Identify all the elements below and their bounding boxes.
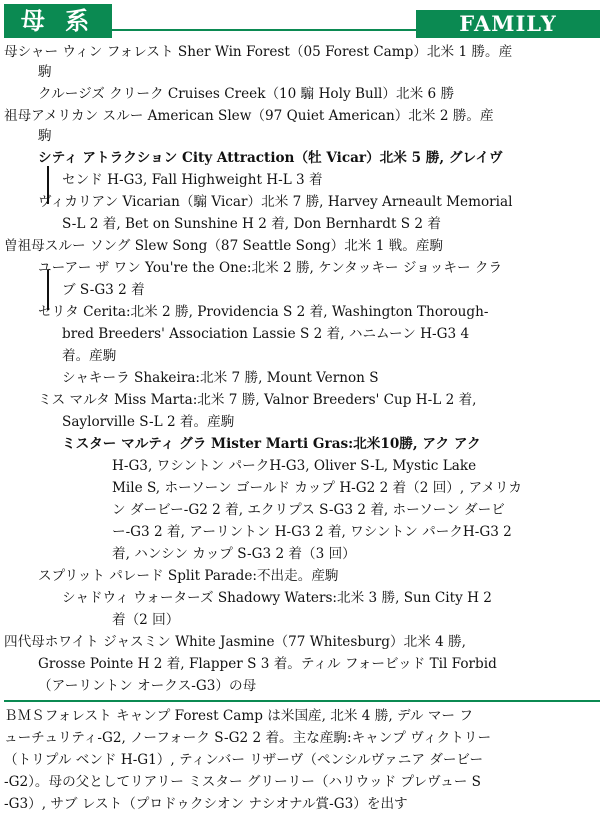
text-line: ミス マルタ Miss Marta:北米 7 勝, Valnor Breeders' Cup H-L 2 着, (38, 392, 477, 408)
text-line: Grosse Pointe H 2 着, Flapper S 3 着。ティル フォービッド Til Forbid (38, 656, 497, 672)
text-line: 着（2 回） (112, 612, 180, 628)
bms-line: -G2）。母の父としてリアリー ミスター グリーリー（ハリウッド プレヴュー S (4, 774, 481, 790)
text-line: （アーリントン オークス-G3）の母 (38, 678, 257, 694)
text-line: ユーアー ザ ワン You're the One:北米 2 勝, ケンタッキー ジョッキー クラ (38, 260, 503, 276)
section-divider (4, 700, 600, 702)
text-line: ミスター マルティ グラ Mister Marti Gras:北米10勝, アク アク (62, 436, 481, 452)
text-line: シャキーラ Shakeira:北米 7 勝, Mount Vernon S (62, 370, 379, 386)
text-line: シティ アトラクション City Attraction（牡 Vicar）北米 5 勝, グレイヴ (38, 150, 503, 166)
section-title: 母 系 (4, 4, 112, 38)
bms-line: （トリプル ベンド H-G1）, ティンバー リザーヴ（ペンシルヴァニア ダービー (4, 752, 484, 768)
bms-line: -G3）, サブ レスト（プロドゥクシオン ナシオナル賞-G3）を出す (4, 796, 408, 812)
text-line: ブ S-G3 2 着 (62, 282, 145, 298)
text-line: S-L 2 着, Bet on Sunshine H 2 着, Don Bernhardt S 2 着 (62, 216, 441, 232)
text-line: 曽祖母スルー ソング Slew Song（87 Seattle Song）北米 1 戦。産駒 (4, 238, 444, 254)
section-header (0, 0, 600, 40)
text-line: クルージズ クリーク Cruises Creek（10 騸 Holy Bull）北米 6 勝 (38, 86, 455, 102)
text-line: 祖母アメリカン スルー American Slew（97 Quiet American）北米 2 勝。産 (4, 108, 494, 124)
section-tag: FAMILY (416, 10, 600, 38)
text-line: ー-G3 2 着, アーリントン H-G3 2 着, ワシントン パークH-G3 2 (112, 524, 512, 540)
text-line: bred Breeders' Association Lassie S 2 着, ハニムーン H-G3 4 (62, 326, 470, 342)
bms-line: ューチュリティ-G2, ノーフォーク S-G2 2 着。主な産駒:キャンプ ヴィクトリー (4, 730, 492, 746)
text-line: 駒 (38, 64, 52, 80)
text-line: 四代母ホワイト ジャスミン White Jasmine（77 Whitesburg）北米 4 勝, (4, 634, 466, 650)
text-line: 駒 (38, 128, 52, 144)
text-line: 着, ハンシン カップ S-G3 2 着（3 回） (112, 546, 356, 562)
text-line: スプリット パレード Split Parade:不出走。産駒 (38, 568, 339, 584)
text-line: 着。産駒 (62, 348, 117, 364)
text-line: センド H-G3, Fall Highweight H-L 3 着 (62, 172, 323, 188)
text-line: H-G3, ワシントン パークH-G3, Oliver S-L, Mystic Lake (112, 458, 477, 474)
text-line: 母シャー ウィン フォレスト Sher Win Forest（05 Forest Camp）北米 1 勝。産 (4, 44, 513, 60)
text-line: シャドウィ ウォーターズ Shadowy Waters:北米 3 勝, Sun City H 2 (62, 590, 492, 606)
text-line: セリタ Cerita:北米 2 勝, Providencia S 2 着, Washington Thorough- (38, 304, 489, 320)
text-line: Mile S, ホーソーン ゴールド カップ H-G2 2 着（2 回）, アメリカ (112, 480, 522, 496)
header-rule (112, 29, 416, 31)
bms-line: ＢＭＳフォレスト キャンプ Forest Camp は米国産, 北米 4 勝, デル マー フ (4, 708, 473, 724)
text-line: ヴィカリアン Vicarian（騸 Vicar）北米 7 勝, Harvey Arneault Memorial (38, 194, 513, 210)
text-line: ン ダービー-G2 2 着, エクリプス S-G3 2 着, ホーソーン ダービ (112, 502, 505, 518)
text-line: Saylorville S-L 2 着。産駒 (62, 414, 235, 430)
